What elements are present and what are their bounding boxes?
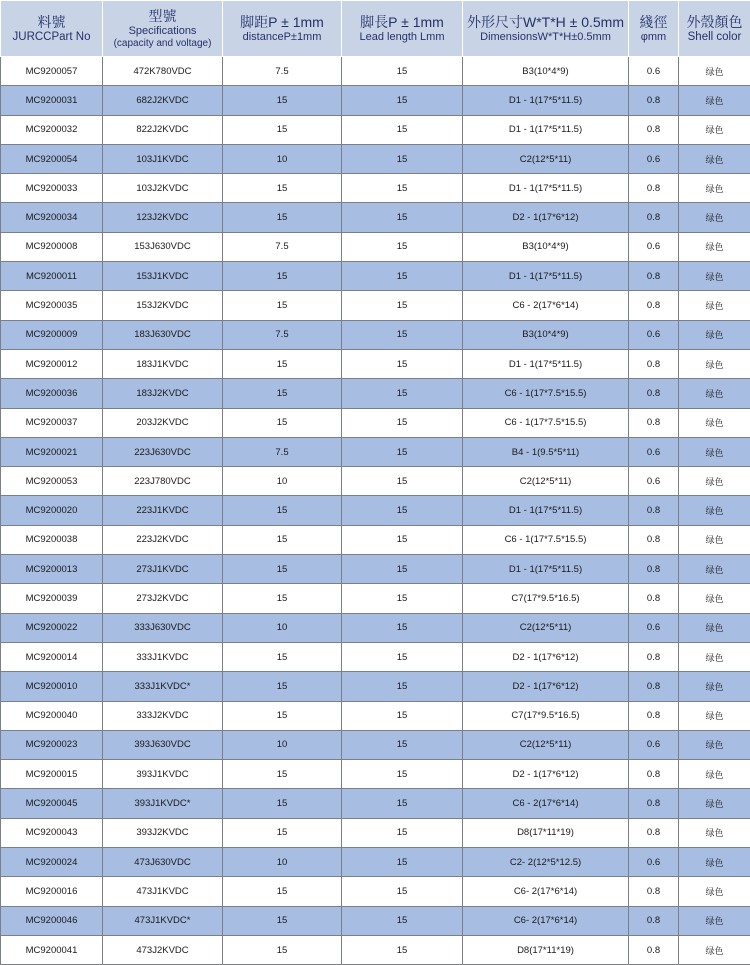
distance-cell: 7.5 bbox=[223, 232, 342, 261]
dimensions-cell: B4 - 1(9.5*5*11) bbox=[463, 437, 629, 466]
distance-cell: 10 bbox=[223, 467, 342, 496]
table-row bbox=[1, 144, 750, 173]
header-dimensions-en: DimensionsW*T*H±0.5mm bbox=[463, 31, 628, 44]
wire-diameter-cell: 0.8 bbox=[629, 203, 679, 232]
distance-cell: 15 bbox=[223, 877, 342, 906]
shell-color-cell: 绿色 bbox=[679, 467, 750, 496]
specification-cell: 103J1KVDC bbox=[103, 144, 223, 173]
distance-cell: 15 bbox=[223, 672, 342, 701]
distance-cell: 15 bbox=[223, 789, 342, 818]
specification-cell: 153J1KVDC bbox=[103, 262, 223, 291]
lead-length-cell: 15 bbox=[342, 877, 463, 906]
shell-color-cell: 绿色 bbox=[679, 86, 750, 115]
distance-cell: 15 bbox=[223, 408, 342, 437]
part-no-cell: MC9200035 bbox=[1, 291, 103, 320]
header-dimensions bbox=[463, 1, 629, 57]
header-dimensions-zh: 外形尺寸W*T*H ± 0.5mm bbox=[463, 14, 628, 31]
part-no-cell: MC9200043 bbox=[1, 818, 103, 847]
table-body bbox=[1, 57, 750, 965]
shell-color-cell: 绿色 bbox=[679, 906, 750, 935]
shell-color-cell: 绿色 bbox=[679, 203, 750, 232]
specification-cell: 223J780VDC bbox=[103, 467, 223, 496]
lead-length-cell: 15 bbox=[342, 730, 463, 759]
part-no-cell: MC9200045 bbox=[1, 789, 103, 818]
shell-color-cell: 绿色 bbox=[679, 760, 750, 789]
dimensions-cell: B3(10*4*9) bbox=[463, 232, 629, 261]
lead-length-cell: 15 bbox=[342, 642, 463, 671]
wire-diameter-cell: 0.6 bbox=[629, 320, 679, 349]
dimensions-cell: D1 - 1(17*5*11.5) bbox=[463, 349, 629, 378]
wire-diameter-cell: 0.8 bbox=[629, 877, 679, 906]
wire-diameter-cell: 0.8 bbox=[629, 672, 679, 701]
header-wire-diameter bbox=[629, 1, 679, 57]
wire-diameter-cell: 0.8 bbox=[629, 496, 679, 525]
header-shell-color-en: Shell color bbox=[679, 31, 750, 44]
specification-cell: 123J2KVDC bbox=[103, 203, 223, 232]
wire-diameter-cell: 0.8 bbox=[629, 906, 679, 935]
header-specifications-en: Specifications bbox=[103, 25, 222, 38]
distance-cell: 15 bbox=[223, 906, 342, 935]
header-wire-diameter-en: φmm bbox=[629, 31, 678, 44]
part-no-cell: MC9200031 bbox=[1, 86, 103, 115]
wire-diameter-cell: 0.8 bbox=[629, 818, 679, 847]
part-no-cell: MC9200012 bbox=[1, 349, 103, 378]
dimensions-cell: C6 - 2(17*6*14) bbox=[463, 789, 629, 818]
shell-color-cell: 绿色 bbox=[679, 672, 750, 701]
distance-cell: 15 bbox=[223, 86, 342, 115]
table-row bbox=[1, 57, 750, 86]
lead-length-cell: 15 bbox=[342, 906, 463, 935]
wire-diameter-cell: 0.8 bbox=[629, 525, 679, 554]
wire-diameter-cell: 0.6 bbox=[629, 613, 679, 642]
wire-diameter-cell: 0.8 bbox=[629, 789, 679, 818]
table-row bbox=[1, 789, 750, 818]
wire-diameter-cell: 0.8 bbox=[629, 935, 679, 964]
distance-cell: 15 bbox=[223, 349, 342, 378]
table-row bbox=[1, 437, 750, 466]
distance-cell: 7.5 bbox=[223, 437, 342, 466]
dimensions-cell: C2(12*5*11) bbox=[463, 613, 629, 642]
dimensions-cell: C6 - 2(17*6*14) bbox=[463, 291, 629, 320]
wire-diameter-cell: 0.8 bbox=[629, 291, 679, 320]
dimensions-cell: B3(10*4*9) bbox=[463, 320, 629, 349]
table-row bbox=[1, 291, 750, 320]
header-distance-en: distanceP±1mm bbox=[223, 31, 341, 44]
header-part-no-zh: 料號 bbox=[1, 14, 102, 31]
distance-cell: 15 bbox=[223, 262, 342, 291]
specification-cell: 223J1KVDC bbox=[103, 496, 223, 525]
lead-length-cell: 15 bbox=[342, 613, 463, 642]
table-row bbox=[1, 760, 750, 789]
wire-diameter-cell: 0.8 bbox=[629, 701, 679, 730]
header-part-no bbox=[1, 1, 103, 57]
part-no-cell: MC9200033 bbox=[1, 174, 103, 203]
part-no-cell: MC9200009 bbox=[1, 320, 103, 349]
shell-color-cell: 绿色 bbox=[679, 818, 750, 847]
table-row bbox=[1, 525, 750, 554]
lead-length-cell: 15 bbox=[342, 174, 463, 203]
distance-cell: 15 bbox=[223, 379, 342, 408]
lead-length-cell: 15 bbox=[342, 115, 463, 144]
header-distance-zh: 脚距P ± 1mm bbox=[223, 14, 341, 31]
part-no-cell: MC9200013 bbox=[1, 555, 103, 584]
lead-length-cell: 15 bbox=[342, 789, 463, 818]
part-no-cell: MC9200023 bbox=[1, 730, 103, 759]
specification-cell: 822J2KVDC bbox=[103, 115, 223, 144]
table-header bbox=[1, 1, 750, 57]
wire-diameter-cell: 0.8 bbox=[629, 174, 679, 203]
part-no-cell: MC9200040 bbox=[1, 701, 103, 730]
shell-color-cell: 绿色 bbox=[679, 555, 750, 584]
specification-cell: 153J630VDC bbox=[103, 232, 223, 261]
specification-cell: 472K780VDC bbox=[103, 57, 223, 86]
dimensions-cell: C2- 2(12*5*12.5) bbox=[463, 848, 629, 877]
distance-cell: 15 bbox=[223, 701, 342, 730]
wire-diameter-cell: 0.6 bbox=[629, 730, 679, 759]
table-row bbox=[1, 232, 750, 261]
shell-color-cell: 绿色 bbox=[679, 496, 750, 525]
specification-cell: 223J630VDC bbox=[103, 437, 223, 466]
table-row bbox=[1, 349, 750, 378]
wire-diameter-cell: 0.8 bbox=[629, 379, 679, 408]
distance-cell: 10 bbox=[223, 730, 342, 759]
part-no-cell: MC9200016 bbox=[1, 877, 103, 906]
wire-diameter-cell: 0.8 bbox=[629, 555, 679, 584]
dimensions-cell: C6- 2(17*6*14) bbox=[463, 906, 629, 935]
wire-diameter-cell: 0.6 bbox=[629, 232, 679, 261]
distance-cell: 15 bbox=[223, 760, 342, 789]
specification-cell: 183J2KVDC bbox=[103, 379, 223, 408]
part-no-cell: MC9200021 bbox=[1, 437, 103, 466]
dimensions-cell: C6- 2(17*6*14) bbox=[463, 877, 629, 906]
header-distance bbox=[223, 1, 342, 57]
shell-color-cell: 绿色 bbox=[679, 174, 750, 203]
table-row bbox=[1, 320, 750, 349]
table-row bbox=[1, 730, 750, 759]
part-no-cell: MC9200053 bbox=[1, 467, 103, 496]
table-row bbox=[1, 496, 750, 525]
lead-length-cell: 15 bbox=[342, 467, 463, 496]
distance-cell: 15 bbox=[223, 642, 342, 671]
table-row bbox=[1, 818, 750, 847]
table-row bbox=[1, 906, 750, 935]
wire-diameter-cell: 0.8 bbox=[629, 408, 679, 437]
header-specifications bbox=[103, 1, 223, 57]
part-no-cell: MC9200039 bbox=[1, 584, 103, 613]
specification-cell: 333J1KVDC* bbox=[103, 672, 223, 701]
distance-cell: 10 bbox=[223, 144, 342, 173]
wire-diameter-cell: 0.8 bbox=[629, 584, 679, 613]
table-row bbox=[1, 86, 750, 115]
wire-diameter-cell: 0.6 bbox=[629, 437, 679, 466]
table-row bbox=[1, 262, 750, 291]
distance-cell: 10 bbox=[223, 848, 342, 877]
table-row bbox=[1, 203, 750, 232]
part-no-cell: MC9200038 bbox=[1, 525, 103, 554]
shell-color-cell: 绿色 bbox=[679, 584, 750, 613]
distance-cell: 15 bbox=[223, 291, 342, 320]
shell-color-cell: 绿色 bbox=[679, 437, 750, 466]
wire-diameter-cell: 0.8 bbox=[629, 115, 679, 144]
lead-length-cell: 15 bbox=[342, 408, 463, 437]
shell-color-cell: 绿色 bbox=[679, 57, 750, 86]
wire-diameter-cell: 0.6 bbox=[629, 144, 679, 173]
part-no-cell: MC9200032 bbox=[1, 115, 103, 144]
header-lead-length-zh: 脚長P ± 1mm bbox=[342, 14, 462, 31]
dimensions-cell: D2 - 1(17*6*12) bbox=[463, 203, 629, 232]
part-no-cell: MC9200054 bbox=[1, 144, 103, 173]
part-no-cell: MC9200011 bbox=[1, 262, 103, 291]
wire-diameter-cell: 0.6 bbox=[629, 467, 679, 496]
distance-cell: 10 bbox=[223, 613, 342, 642]
table-row bbox=[1, 584, 750, 613]
dimensions-cell: C6 - 1(17*7.5*15.5) bbox=[463, 379, 629, 408]
lead-length-cell: 15 bbox=[342, 555, 463, 584]
distance-cell: 15 bbox=[223, 584, 342, 613]
header-specifications-zh: 型號 bbox=[103, 8, 222, 25]
lead-length-cell: 15 bbox=[342, 262, 463, 291]
distance-cell: 15 bbox=[223, 935, 342, 964]
specification-cell: 393J630VDC bbox=[103, 730, 223, 759]
part-no-cell: MC9200008 bbox=[1, 232, 103, 261]
part-no-cell: MC9200020 bbox=[1, 496, 103, 525]
shell-color-cell: 绿色 bbox=[679, 379, 750, 408]
part-no-cell: MC9200057 bbox=[1, 57, 103, 86]
lead-length-cell: 15 bbox=[342, 437, 463, 466]
distance-cell: 15 bbox=[223, 174, 342, 203]
specification-cell: 473J1KVDC* bbox=[103, 906, 223, 935]
shell-color-cell: 绿色 bbox=[679, 408, 750, 437]
table-row bbox=[1, 115, 750, 144]
distance-cell: 15 bbox=[223, 555, 342, 584]
shell-color-cell: 绿色 bbox=[679, 320, 750, 349]
specification-cell: 333J630VDC bbox=[103, 613, 223, 642]
specification-cell: 393J1KVDC bbox=[103, 760, 223, 789]
part-no-cell: MC9200036 bbox=[1, 379, 103, 408]
table-row bbox=[1, 408, 750, 437]
specification-cell: 393J1KVDC* bbox=[103, 789, 223, 818]
lead-length-cell: 15 bbox=[342, 496, 463, 525]
table-row bbox=[1, 379, 750, 408]
shell-color-cell: 绿色 bbox=[679, 525, 750, 554]
dimensions-cell: D1 - 1(17*5*11.5) bbox=[463, 115, 629, 144]
part-no-cell: MC9200034 bbox=[1, 203, 103, 232]
header-wire-diameter-zh: 綫徑 bbox=[629, 14, 678, 31]
part-no-cell: MC9200022 bbox=[1, 613, 103, 642]
distance-cell: 7.5 bbox=[223, 320, 342, 349]
dimensions-cell: D1 - 1(17*5*11.5) bbox=[463, 496, 629, 525]
table-row bbox=[1, 174, 750, 203]
wire-diameter-cell: 0.8 bbox=[629, 642, 679, 671]
dimensions-cell: D8(17*11*19) bbox=[463, 818, 629, 847]
distance-cell: 15 bbox=[223, 818, 342, 847]
dimensions-cell: D2 - 1(17*6*12) bbox=[463, 672, 629, 701]
table-row bbox=[1, 555, 750, 584]
shell-color-cell: 绿色 bbox=[679, 349, 750, 378]
dimensions-cell: B3(10*4*9) bbox=[463, 57, 629, 86]
lead-length-cell: 15 bbox=[342, 584, 463, 613]
dimensions-cell: C2(12*5*11) bbox=[463, 730, 629, 759]
dimensions-cell: C2(12*5*11) bbox=[463, 144, 629, 173]
part-no-cell: MC9200041 bbox=[1, 935, 103, 964]
distance-cell: 15 bbox=[223, 496, 342, 525]
wire-diameter-cell: 0.8 bbox=[629, 760, 679, 789]
part-no-cell: MC9200010 bbox=[1, 672, 103, 701]
wire-diameter-cell: 0.6 bbox=[629, 57, 679, 86]
lead-length-cell: 15 bbox=[342, 818, 463, 847]
part-no-cell: MC9200024 bbox=[1, 848, 103, 877]
shell-color-cell: 绿色 bbox=[679, 935, 750, 964]
table-row bbox=[1, 877, 750, 906]
shell-color-cell: 绿色 bbox=[679, 291, 750, 320]
table-row bbox=[1, 613, 750, 642]
lead-length-cell: 15 bbox=[342, 525, 463, 554]
distance-cell: 15 bbox=[223, 525, 342, 554]
specification-cell: 473J1KVDC bbox=[103, 877, 223, 906]
lead-length-cell: 15 bbox=[342, 320, 463, 349]
specification-cell: 153J2KVDC bbox=[103, 291, 223, 320]
part-no-cell: MC9200014 bbox=[1, 642, 103, 671]
table-row bbox=[1, 848, 750, 877]
specification-cell: 203J2KVDC bbox=[103, 408, 223, 437]
dimensions-cell: D2 - 1(17*6*12) bbox=[463, 760, 629, 789]
shell-color-cell: 绿色 bbox=[679, 789, 750, 818]
part-no-cell: MC9200015 bbox=[1, 760, 103, 789]
wire-diameter-cell: 0.8 bbox=[629, 86, 679, 115]
table-row bbox=[1, 672, 750, 701]
table-row bbox=[1, 701, 750, 730]
dimensions-cell: D1 - 1(17*5*11.5) bbox=[463, 86, 629, 115]
wire-diameter-cell: 0.8 bbox=[629, 349, 679, 378]
shell-color-cell: 绿色 bbox=[679, 262, 750, 291]
specification-cell: 333J2KVDC bbox=[103, 701, 223, 730]
lead-length-cell: 15 bbox=[342, 349, 463, 378]
specification-cell: 183J630VDC bbox=[103, 320, 223, 349]
specification-cell: 273J1KVDC bbox=[103, 555, 223, 584]
shell-color-cell: 绿色 bbox=[679, 642, 750, 671]
lead-length-cell: 15 bbox=[342, 86, 463, 115]
specification-cell: 103J2KVDC bbox=[103, 174, 223, 203]
lead-length-cell: 15 bbox=[342, 701, 463, 730]
specification-cell: 273J2KVDC bbox=[103, 584, 223, 613]
lead-length-cell: 15 bbox=[342, 848, 463, 877]
dimensions-cell: C6 - 1(17*7.5*15.5) bbox=[463, 525, 629, 554]
distance-cell: 15 bbox=[223, 203, 342, 232]
dimensions-cell: D2 - 1(17*6*12) bbox=[463, 642, 629, 671]
dimensions-cell: D8(17*11*19) bbox=[463, 935, 629, 964]
specification-cell: 333J1KVDC bbox=[103, 642, 223, 671]
dimensions-cell: D1 - 1(17*5*11.5) bbox=[463, 555, 629, 584]
lead-length-cell: 15 bbox=[342, 379, 463, 408]
table-row bbox=[1, 642, 750, 671]
dimensions-cell: C7(17*9.5*16.5) bbox=[463, 701, 629, 730]
lead-length-cell: 15 bbox=[342, 291, 463, 320]
distance-cell: 15 bbox=[223, 115, 342, 144]
header-lead-length bbox=[342, 1, 463, 57]
lead-length-cell: 15 bbox=[342, 672, 463, 701]
lead-length-cell: 15 bbox=[342, 203, 463, 232]
specification-cell: 682J2KVDC bbox=[103, 86, 223, 115]
part-no-cell: MC9200046 bbox=[1, 906, 103, 935]
lead-length-cell: 15 bbox=[342, 144, 463, 173]
lead-length-cell: 15 bbox=[342, 232, 463, 261]
shell-color-cell: 绿色 bbox=[679, 848, 750, 877]
lead-length-cell: 15 bbox=[342, 935, 463, 964]
dimensions-cell: C7(17*9.5*16.5) bbox=[463, 584, 629, 613]
header-part-no-en: JURCCPart No bbox=[1, 31, 102, 44]
header-row bbox=[1, 1, 750, 57]
header-shell-color-zh: 外殼顏色 bbox=[679, 14, 750, 31]
table-row bbox=[1, 935, 750, 964]
dimensions-cell: C2(12*5*11) bbox=[463, 467, 629, 496]
header-specifications-sub: (capacity and voltage) bbox=[103, 38, 222, 50]
specification-cell: 183J1KVDC bbox=[103, 349, 223, 378]
shell-color-cell: 绿色 bbox=[679, 730, 750, 759]
dimensions-cell: D1 - 1(17*5*11.5) bbox=[463, 174, 629, 203]
shell-color-cell: 绿色 bbox=[679, 613, 750, 642]
header-shell-color bbox=[679, 1, 750, 57]
dimensions-cell: C6 - 1(17*7.5*15.5) bbox=[463, 408, 629, 437]
wire-diameter-cell: 0.6 bbox=[629, 848, 679, 877]
specification-cell: 393J2KVDC bbox=[103, 818, 223, 847]
part-no-cell: MC9200037 bbox=[1, 408, 103, 437]
specification-cell: 223J2KVDC bbox=[103, 525, 223, 554]
shell-color-cell: 绿色 bbox=[679, 232, 750, 261]
specification-cell: 473J2KVDC bbox=[103, 935, 223, 964]
shell-color-cell: 绿色 bbox=[679, 701, 750, 730]
lead-length-cell: 15 bbox=[342, 57, 463, 86]
header-lead-length-en: Lead length Lmm bbox=[342, 31, 462, 44]
dimensions-cell: D1 - 1(17*5*11.5) bbox=[463, 262, 629, 291]
shell-color-cell: 绿色 bbox=[679, 877, 750, 906]
specification-cell: 473J630VDC bbox=[103, 848, 223, 877]
wire-diameter-cell: 0.8 bbox=[629, 262, 679, 291]
shell-color-cell: 绿色 bbox=[679, 115, 750, 144]
distance-cell: 7.5 bbox=[223, 57, 342, 86]
shell-color-cell: 绿色 bbox=[679, 144, 750, 173]
table-row bbox=[1, 467, 750, 496]
lead-length-cell: 15 bbox=[342, 760, 463, 789]
